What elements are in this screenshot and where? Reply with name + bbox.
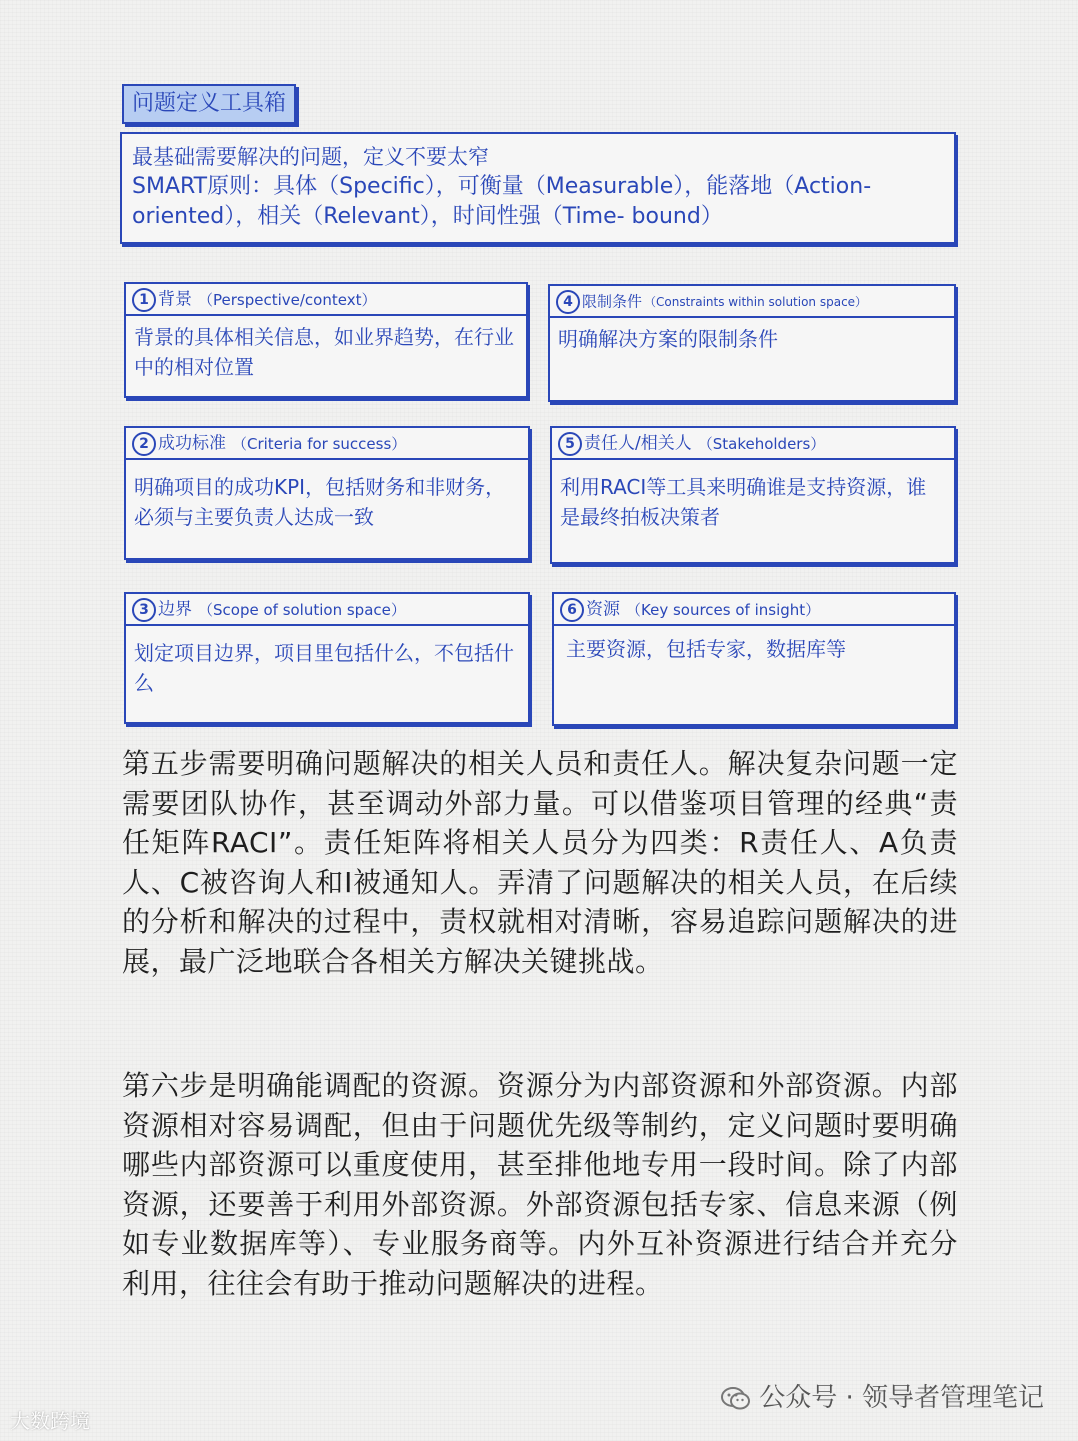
card-subtitle: （Key sources of insight） [626,600,821,619]
card-subtitle: （Scope of solution space） [198,600,406,619]
card-body: 利用RACI等工具来明确谁是支持资源，谁是最终拍板决策者 [560,475,927,529]
card-number: 1 [132,288,156,312]
card-stakeholders [550,426,956,564]
card-criteria [124,426,530,560]
watermark: 大数跨境 [10,1409,90,1433]
card-header [550,286,954,318]
paragraph-step-six: 第六步是明确能调配的资源。资源分为内部资源和外部资源。内部资源相对容易调配，但由于问题优先级等制约，定义问题时要明确哪些内部资源可以重度使用，甚至排他地专用一段时间。除了内部资源，还要善于利用外部资源。外部资源包括专家、信息来源（例如专业数据库等）、专业服务商等。内外互补资源进行结合并充分利用，往往会有助于推动问题解决的进程。 [122,1069,958,1300]
card-subtitle: （Perspective/context） [198,290,377,309]
toolbox-title: 问题定义工具箱 [122,84,296,124]
card-number: 6 [560,598,584,622]
card-title: 资源 [586,599,620,620]
intro-line-2: SMART原则：具体（Specific），可衡量（Measurable），能落地（Action- [132,174,872,199]
card-title: 限制条件 [582,292,643,311]
card-body: 划定项目边界，项目里包括什么，不包括什么 [134,641,514,695]
card-constraints [548,284,956,402]
card-number: 3 [132,598,156,622]
wechat-icon [721,1386,751,1412]
card-body: 主要资源，包括专家，数据库等 [566,637,846,661]
card-header [126,284,526,316]
paragraph-step-five: 第五步需要明确问题解决的相关人员和责任人。解决复杂问题一定需要团队协作，甚至调动外部力量。可以借鉴项目管理的经典“责任矩阵RACI”。责任矩阵将相关人员分为四类：R责任人、A负责人、C被咨询人和I被通知人。弄清了问题解决的相关人员，在后续的分析和解决的过程中，责权就相对清晰，容易追踪问题解决的进展，最广泛地联合各相关方解决关键挑战。 [122,747,958,978]
card-number: 4 [556,290,580,314]
card-body: 明确解决方案的限制条件 [558,327,778,351]
card-body: 明确项目的成功KPI，包括财务和非财务，必须与主要负责人达成一致 [134,475,506,529]
card-subtitle: （Criteria for success） [232,434,407,453]
card-header [126,428,528,460]
card-header [126,594,528,626]
intro-line-1: 最基础需要解决的问题，定义不要太窄 [132,145,489,169]
card-subtitle: （Constraints within solution space） [644,294,868,309]
card-title: 背景 [158,289,192,310]
intro-line-3: oriented），相关（Relevant），时间性强（Time- bound） [132,204,723,229]
card-title: 成功标准 [158,433,226,454]
card-number: 2 [132,432,156,456]
card-header [552,428,954,460]
card-perspective [124,282,528,398]
card-title: 责任人/相关人 [584,433,692,454]
card-subtitle: （Stakeholders） [697,434,826,453]
wechat-account-text: 公众号 · 领导者管理笔记 [759,1383,1044,1413]
card-title: 边界 [158,599,192,620]
card-scope [124,592,530,724]
card-resources [552,592,956,726]
toolbox-intro [120,132,956,244]
card-number: 5 [558,432,582,456]
wechat-account-label [721,1378,1044,1418]
card-body: 背景的具体相关信息，如业界趋势，在行业中的相对位置 [134,325,514,379]
card-header [554,594,954,626]
